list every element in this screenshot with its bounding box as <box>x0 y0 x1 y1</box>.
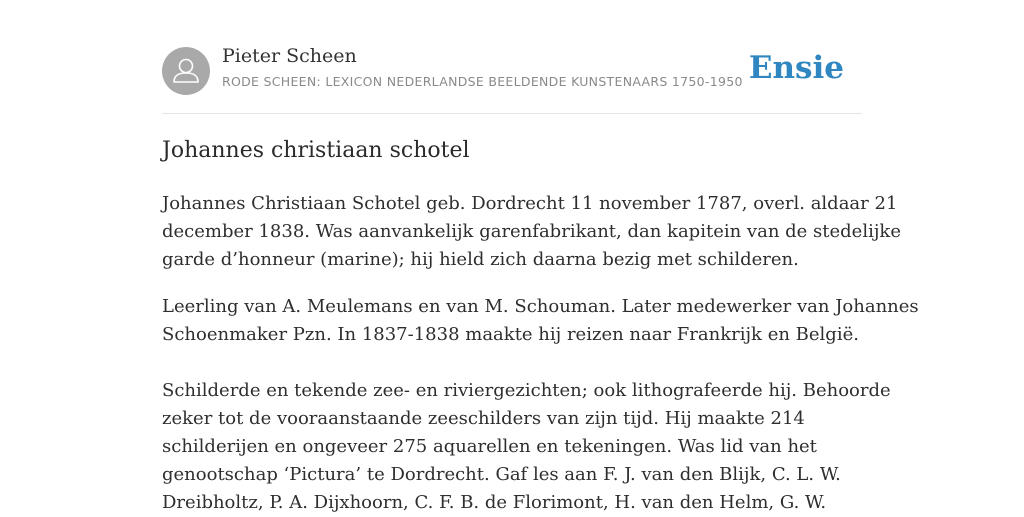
paragraph-line: december 1838. Was aanvankelijk garenfabrikant, dan kapitein van de stedelijke <box>162 221 901 242</box>
author-avatar[interactable] <box>162 47 210 95</box>
header <box>162 0 862 114</box>
user-icon <box>162 47 210 95</box>
paragraph-line: Johannes Christiaan Schotel geb. Dordrecht 11 november 1787, overl. aldaar 21 <box>162 193 898 214</box>
ensie-logo[interactable]: Ensie <box>748 50 844 86</box>
paragraph-line: Schoenmaker Pzn. In 1837-1838 maakte hij reizen naar Frankrijk en België. <box>162 324 859 345</box>
paragraph <box>162 377 891 517</box>
page <box>162 0 919 513</box>
paragraph-line: garde d’honneur (marine); hij hield zich daarna bezig met schilderen. <box>162 249 799 270</box>
paragraph <box>162 190 901 274</box>
paragraph-line: Leerling van A. Meulemans en van M. Schouman. Later medewerker van Johannes <box>162 296 919 317</box>
author-name[interactable]: Pieter Scheen <box>222 45 357 67</box>
paragraph-line: schilderijen en ongeveer 275 aquarellen en tekeningen. Was lid van het <box>162 436 817 457</box>
article-title: Johannes christiaan schotel <box>162 138 470 163</box>
paragraph-line: zeker tot de vooraanstaande zeeschilders van zijn tijd. Hij maakte 214 <box>162 408 805 429</box>
paragraph-line: Dreibholtz, P. A. Dijxhoorn, C. F. B. de Florimont, H. van den Helm, G. W. <box>162 492 827 513</box>
source-title[interactable]: RODE SCHEEN: LEXICON NEDERLANDSE BEELDENDE KUNSTENAARS 1750-1950 <box>222 74 743 89</box>
paragraph <box>162 293 919 349</box>
paragraph-line: genootschap ‘Pictura’ te Dordrecht. Gaf les aan F. J. van den Blijk, C. L. W. <box>162 464 841 485</box>
article-body <box>162 190 919 517</box>
paragraph-line: Schilderde en tekende zee- en riviergezichten; ook lithografeerde hij. Behoorde <box>162 380 891 401</box>
